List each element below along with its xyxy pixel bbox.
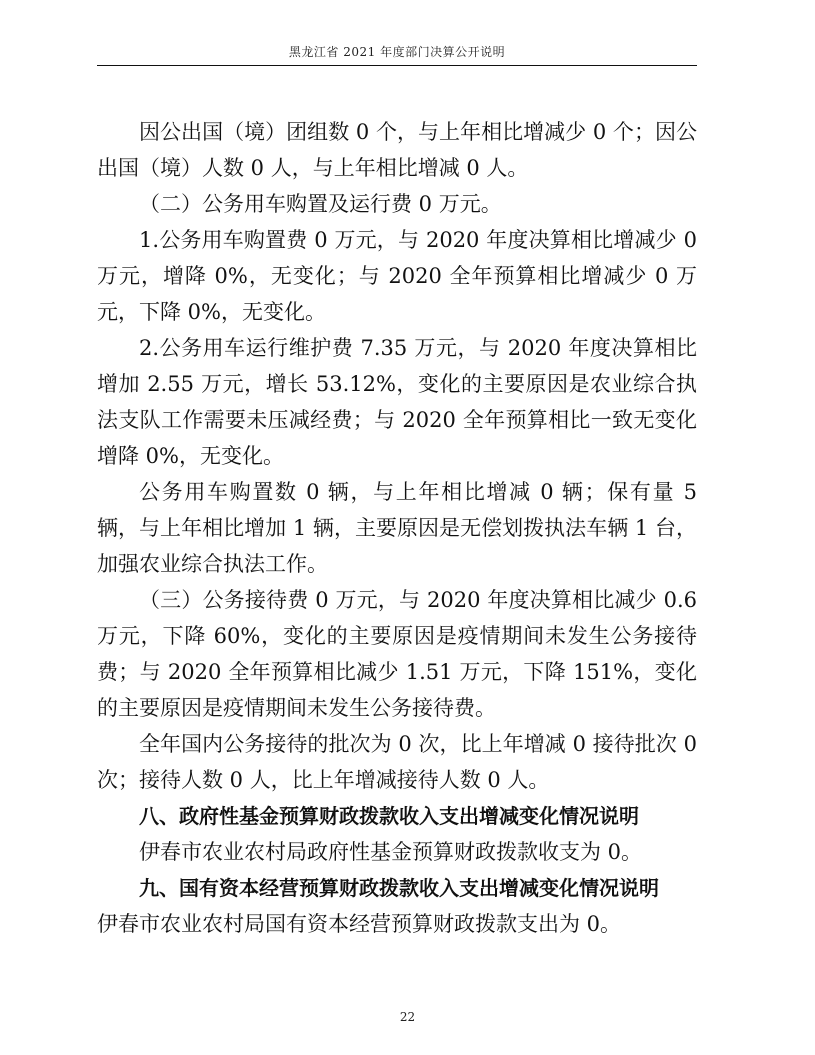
header-divider xyxy=(97,65,697,66)
paragraph-vehicle-count: 公务用车购置数 0 辆，与上年相比增减 0 辆；保有量 5 辆，与上年相比增加 1 辆，主要原因是无偿划拨执法车辆 1 台，加强农业综合执法工作。 xyxy=(97,480,697,576)
paragraph-overseas-visits: 因公出国（境）团组数 0 个，与上年相比增减少 0 个；因公出国（境）人数 0 人，与上年相比增减 0 人。 xyxy=(97,120,697,180)
document-body xyxy=(97,114,697,942)
section-9-text: 伊春市农业农村局国有资本经营预算财政拨款支出为 0。 xyxy=(97,912,622,936)
paragraph-vehicle-maintenance: 2.公务用车运行维护费 7.35 万元，与 2020 年度决算相比增加 2.55 万元，增长 53.12%，变化的主要原因是农业综合执法支队工作需要未压减经费；与 2020 全年预算相比一致无变化增降 0%，无变化。 xyxy=(97,336,697,468)
page-number: 22 xyxy=(399,1010,416,1024)
page-header-title: 黑龙江省 2021 年度部门决算公开说明 xyxy=(288,45,506,59)
section-8-heading: 八、政府性基金预算财政拨款收入支出增减变化情况说明 xyxy=(139,804,639,828)
paragraph-reception-cost: （三）公务接待费 0 万元，与 2020 年度决算相比减少 0.6 万元，下降 60%，变化的主要原因是疫情期间未发生公务接待费；与 2020 全年预算相比减少 1.51 万元，下降 151%，变化的主要原因是疫情期间未发生公务接待费。 xyxy=(97,588,697,720)
section-9-heading: 九、国有资本经营预算财政拨款收入支出增减变化情况说明 xyxy=(139,876,659,900)
section-8-text: 伊春市农业农村局政府性基金预算财政拨款收支为 0。 xyxy=(139,840,643,864)
paragraph-vehicle-heading: （二）公务用车购置及运行费 0 万元。 xyxy=(139,192,502,216)
paragraph-vehicle-purchase: 1.公务用车购置费 0 万元，与 2020 年度决算相比增减少 0 万元，增降 0%，无变化；与 2020 全年预算相比增减少 0 万元，下降 0%，无变化。 xyxy=(97,228,697,324)
paragraph-reception-count: 全年国内公务接待的批次为 0 次，比上年增减 0 接待批次 0 次；接待人数 0 人，比上年增减接待人数 0 人。 xyxy=(97,732,697,792)
